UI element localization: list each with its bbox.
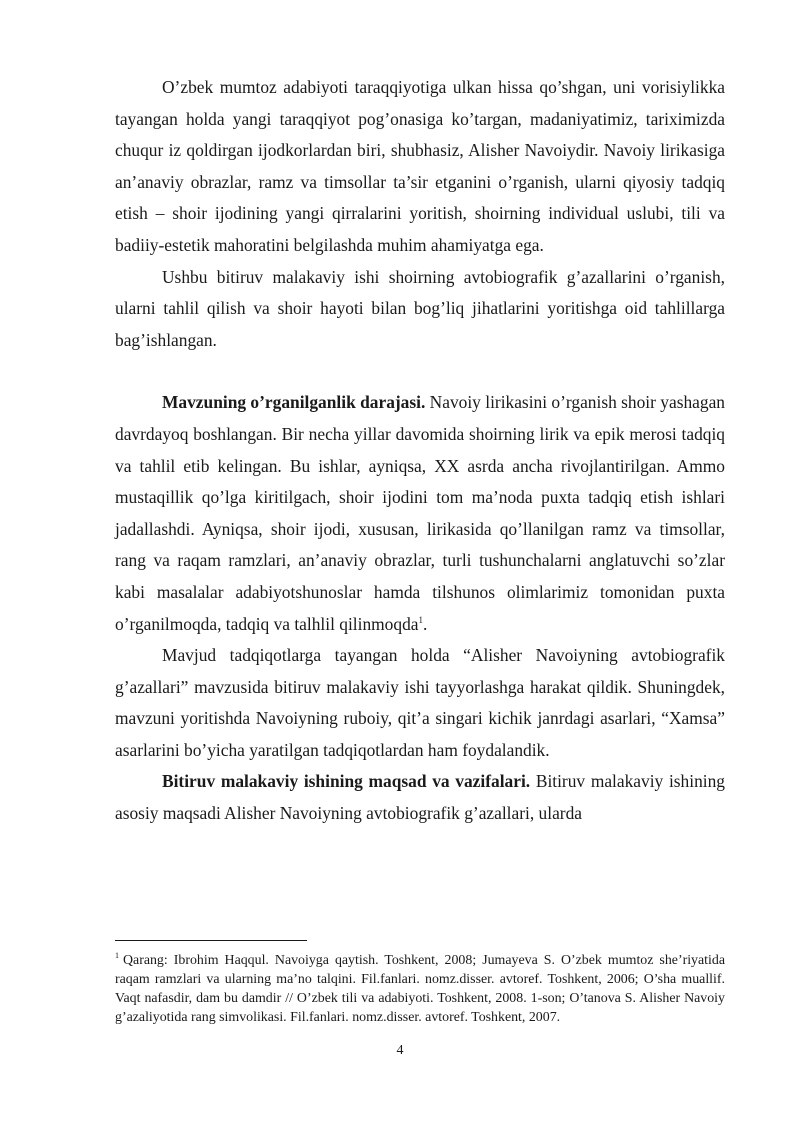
footnote-marker: 1 bbox=[115, 951, 119, 961]
section-heading-goals: Bitiruv malakaviy ishining maqsad va vazifalari. bbox=[162, 771, 531, 792]
paragraph-research-basis: Mavjud tadqiqotlarga tayangan holda “Alisher Navoiyning avtobiografik g’azallari” mavzusida bitiruv malakaviy ishi tayyorlashga harakat qildik. Shuningdek, mavzuni yoritishda Navoiyning ruboiy, qit’a singari kichik janrdagi asarlari, “Xamsa” asarlarini bo’yicha yaratilgan tadqiqotlardan ham foydalandik. bbox=[115, 645, 725, 760]
page-number: 4 bbox=[396, 1043, 404, 1058]
paragraph-purpose: Ushbu bitiruv malakaviy ishi shoirning avtobiografik g’azallarini o’rganish, ularni tahlil qilish va shoir hayoti bilan bog’liq jihatlarini yoritishga oid tahlillarga bag’ishlangan. bbox=[115, 266, 725, 350]
paragraph-gap bbox=[115, 356, 725, 387]
footnote-text: Qarang: Ibrohim Haqqul. Navoiyga qaytish. Toshkent, 2008; Jumayeva S. O’zbek mumtoz she’riyatida raqam ramzlari va ularning ma’no talqini. Fil.fanlari. nomz.disser. avtoref. Toshkent, 2006; O’sha muallif. Vaqt nafasdir, dam bu damdir // O’zbek tili va adabiyoti. Toshkent, 2008. 1-son; O’tanova S. Alisher Navoiy g’azaliyotida rang simvolikasi. Fil.fanlari. nomz.disser. avtoref. Toshkent, 2007. bbox=[115, 953, 725, 1025]
paragraph-study-level bbox=[115, 387, 725, 640]
section-heading-study-level: Mavzuning o’rganilganlik darajasi. bbox=[162, 392, 426, 413]
footnote-reference[interactable]: 1 bbox=[418, 614, 423, 625]
paragraph-intro: O’zbek mumtoz adabiyoti taraqqiyotiga ulkan hissa qo’shgan, uni vorisiylikka tayangan holda yangi taraqqiyot pog’onasiga ko’targan, madaniyatimiz, tariximizda chuqur iz qoldirgan ijodkorlardan biri, shubhasiz, Alisher Navoiydir. Navoiy lirikasiga an’anaviy obrazlar, ramz va timsollar ta’sir etganini o’rganish, ularni qiyosiy tadqiq etish – shoir ijodining yangi qirralarini yoritish, shoirning individual uslubi, tili va badiiy-estetik mahoratini belgilashda muhim ahamiyatga ega. bbox=[115, 77, 725, 255]
paragraph-goals bbox=[115, 766, 725, 829]
footnote bbox=[115, 951, 725, 1027]
study-level-text: Navoiy lirikasini o’rganish shoir yashagan davrdayoq boshlangan. Bir necha yillar davomida shoirning lirik va epik merosi tadqiq va tahlil etib kelingan. Bu ishlar, ayniqsa, XX asrda ancha rivojlantirilgan. Ammo mustaqillik qo’lga kiritilgach, shoir ijodini tom ma’noda puxta tadqiq etish ishlari jadallashdi. Ayniqsa, shoir ijodi, xususan, lirikasida qo’llanilgan ramz va timsollar, rang va raqam ramzlari, an’anaviy obrazlar, turli tushunchalarni anglatuvchi so’zlar kabi masalalar adabiyotshunoslar hamda tilshunos olimlarimiz tomonidan puxta o’rganilmoqda, tadqiq va talhlil qilinmoqda bbox=[115, 392, 725, 634]
study-level-end: . bbox=[422, 613, 428, 634]
goals-text: Bitiruv malakaviy ishining asosiy maqsadi Alisher Navoiyning avtobiografik g’azallari, ularda bbox=[115, 771, 725, 824]
document-body bbox=[115, 72, 725, 830]
footnote-separator bbox=[115, 940, 307, 941]
